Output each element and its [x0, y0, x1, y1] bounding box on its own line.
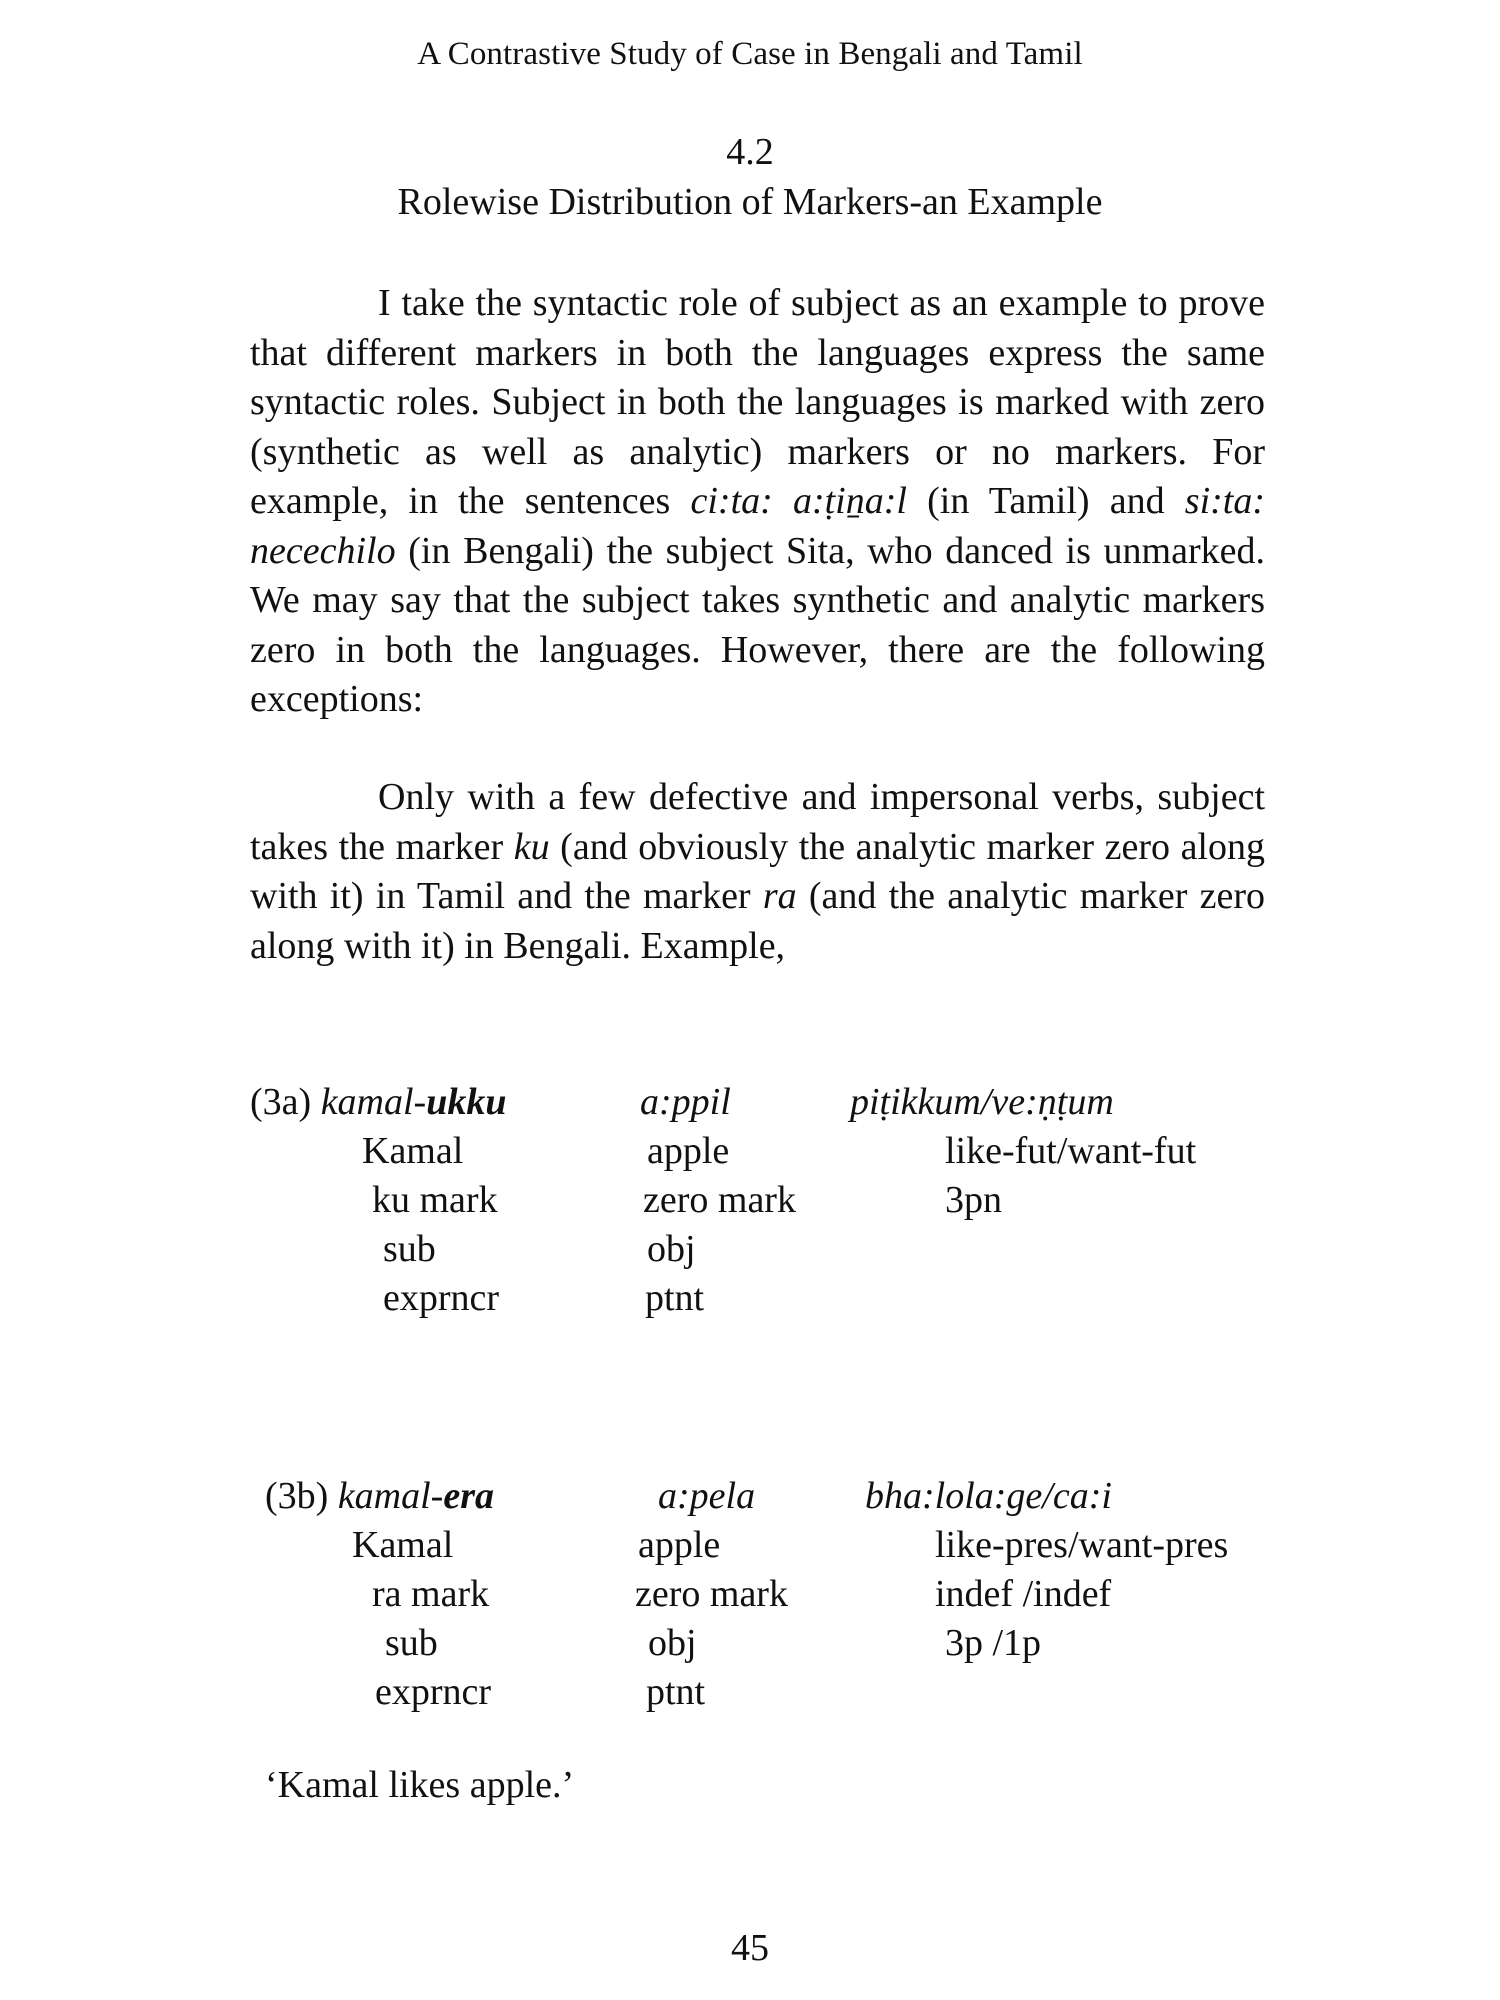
gloss-cell: zero mark	[643, 1179, 796, 1221]
gloss-cell: sub	[385, 1622, 438, 1664]
gloss-cell: sub	[383, 1228, 436, 1270]
paragraph-1-text-b: (in Tamil) and	[906, 480, 1185, 522]
gloss-cell: ptnt	[645, 1277, 705, 1319]
running-head: A Contrastive Study of Case in Bengali and Tamil	[417, 36, 1083, 72]
paragraph-2-text-a: Only with a few defective and impersonal verbs, subject takes the marker	[250, 776, 1265, 868]
marker-ku: ku	[513, 825, 550, 868]
example-3b-word-3: bha:lola:ge/ca:i	[865, 1475, 1112, 1517]
gloss-cell: 3pn	[945, 1179, 1002, 1221]
gloss-cell: exprncr	[375, 1671, 492, 1713]
section-title: Rolewise Distribution of Markers-an Example	[397, 181, 1103, 223]
gloss-cell: Kamal	[352, 1524, 454, 1566]
example-suffix: era	[443, 1475, 494, 1517]
gloss-cell: exprncr	[383, 1277, 500, 1319]
tamil-example-phrase: ci:ta: a:ṭiṉa:l	[690, 480, 907, 522]
gloss-cell: Kamal	[362, 1130, 464, 1172]
gloss-cell: obj	[647, 1228, 696, 1270]
paragraph-2	[250, 773, 1265, 971]
gloss-cell: 3p /1p	[945, 1622, 1042, 1664]
gloss-cell: ptnt	[646, 1671, 706, 1713]
gloss-cell: zero mark	[635, 1573, 788, 1615]
page-number: 45	[731, 1927, 769, 1969]
gloss-cell: apple	[647, 1130, 730, 1172]
paragraph-1-text-c: (in Bengali) the subject Sita, who danced is unmarked. We may say that the subject takes synthetic and analytic markers zero in both the languages. However, there are the following exceptions:	[250, 529, 1265, 720]
gloss-cell: indef /indef	[935, 1573, 1112, 1615]
gloss-cell: ku mark	[372, 1179, 498, 1221]
paragraph-1	[250, 279, 1265, 725]
gloss-cell: ra mark	[372, 1573, 490, 1615]
paragraph-1-text-a: I take the syntactic role of subject as an example to prove that different markers in both the languages express the same syntactic roles. Subject in both the languages is marked with zero (synthetic as well as analytic) markers or no markers. For example, in the sentences	[250, 282, 1265, 522]
example-3a-word-2: a:ppil	[640, 1081, 731, 1123]
paragraph-2-text-c: (and the analytic marker zero along with it) in Bengali. Example,	[250, 875, 1265, 967]
section-number: 4.2	[726, 131, 774, 173]
example-stem: kamal-	[337, 1475, 444, 1517]
example-stem: kamal-	[320, 1081, 427, 1123]
example-translation: ‘Kamal likes apple.’	[265, 1764, 575, 1806]
gloss-cell: obj	[648, 1622, 697, 1664]
gloss-cell: apple	[638, 1524, 721, 1566]
marker-ra: ra	[762, 875, 797, 917]
example-suffix: ukku	[426, 1081, 507, 1123]
example-3a-word-3: piṭikkum/ve:ṇṭum	[850, 1081, 1114, 1123]
paragraph-2-text-b: (and obviously the analytic marker zero along with it) in Tamil and the marker	[250, 825, 1265, 917]
gloss-cell: like-fut/want-fut	[945, 1130, 1197, 1172]
example-label: (3b)	[265, 1475, 338, 1517]
example-3b-word-1	[265, 1474, 494, 1518]
example-3b-word-2: a:pela	[658, 1475, 756, 1517]
gloss-cell: like-pres/want-pres	[935, 1524, 1229, 1566]
example-label: (3a)	[250, 1081, 321, 1123]
bengali-example-phrase: si:ta: necechilo	[250, 480, 1265, 572]
example-3a-word-1	[250, 1080, 507, 1124]
